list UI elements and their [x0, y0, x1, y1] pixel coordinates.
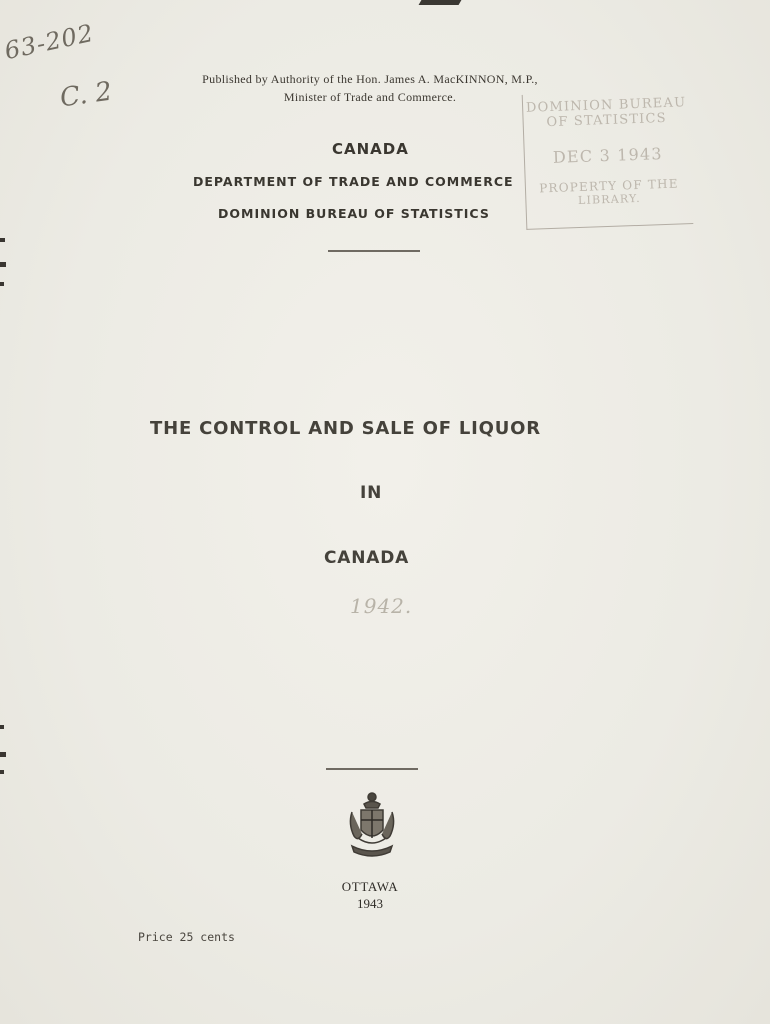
- publication-year: 1943: [357, 896, 383, 911]
- stamp-line-4: PROPERTY OF THE: [538, 176, 679, 196]
- bureau-heading: DOMINION BUREAU OF STATISTICS: [218, 206, 490, 221]
- binding-mark: [0, 752, 6, 757]
- stamp-date: DEC 3 1943: [552, 144, 664, 167]
- binding-mark: [0, 725, 4, 729]
- divider-rule-bottom: [326, 768, 418, 770]
- library-stamp: [522, 89, 694, 230]
- binding-mark: [0, 262, 6, 267]
- page-corner-mark: [419, 0, 462, 5]
- stamp-line-2: OF STATISTICS: [546, 110, 668, 131]
- divider-rule-top: [328, 250, 420, 252]
- price-note: Price 25 cents: [138, 930, 235, 944]
- binding-mark: [0, 238, 5, 242]
- stamp-line-1: DOMINION BUREAU: [525, 95, 687, 116]
- minister-line: Minister of Trade and Commerce.: [283, 90, 457, 104]
- title-in: IN: [360, 483, 383, 503]
- publication-city: OTTAWA: [341, 879, 399, 894]
- handwritten-year-note: 1942.: [350, 594, 413, 618]
- coat-of-arms-icon: [344, 790, 400, 862]
- binding-mark: [0, 282, 4, 286]
- binding-mark: [0, 770, 4, 774]
- country-heading: CANADA: [332, 140, 409, 158]
- document-title: THE CONTROL AND SALE OF LIQUOR: [150, 418, 541, 439]
- handwritten-catalog-code: 63-202: [2, 18, 97, 66]
- department-heading: DEPARTMENT OF TRADE AND COMMERCE: [193, 174, 514, 189]
- published-by-line: Published by Authority of the Hon. James A. MacKINNON, M.P.,: [202, 72, 538, 86]
- stamp-line-5: LIBRARY.: [577, 191, 642, 208]
- title-canada: CANADA: [324, 548, 410, 568]
- handwritten-copy-mark: C. 2: [58, 76, 114, 114]
